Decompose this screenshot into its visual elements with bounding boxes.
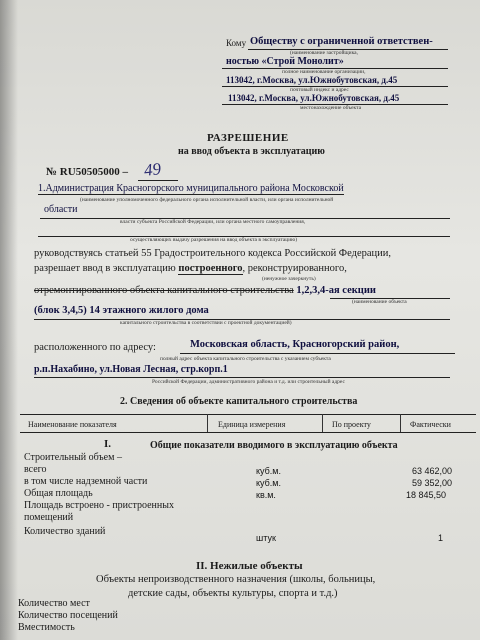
body-line2-built: построенного xyxy=(178,263,243,274)
body-line1: руководствуясь статьей 55 Градостроительного кодекса Российской Федерации, xyxy=(34,248,392,259)
table-header-project: По проекту xyxy=(332,420,371,429)
developer-name-line2: ностью «Строй Монолит» xyxy=(226,56,344,67)
table-header-fact: Фактически xyxy=(410,420,451,429)
table-divider xyxy=(207,414,208,432)
permit-number: № RU50505000 – xyxy=(46,166,128,178)
address-value1: Московская область, Красногорский район, xyxy=(190,339,400,350)
row-label: Количество посещений xyxy=(18,610,118,621)
row-label: Площадь встроено - пристроенных xyxy=(24,500,174,511)
authority-caption1: (наименование уполномоченного федерального органа исполнительной власти, или органа исполнительной xyxy=(80,197,334,203)
body-line2 xyxy=(34,263,347,274)
table-header-name: Наименование показателя xyxy=(28,420,117,429)
body-line3-prefix: отремонтированного объекта капитального строительства xyxy=(34,285,294,296)
row-label: Вместимость xyxy=(18,622,75,633)
caption-location: местонахождение объекта xyxy=(300,105,362,111)
body-line3-value: 1,2,3,4-ая секции xyxy=(296,285,376,296)
row-fact: 59 352,00 xyxy=(412,478,453,488)
section-I-numeral: I. xyxy=(104,438,112,450)
underline xyxy=(180,353,455,354)
section-I-title: Общие показатели вводимого в эксплуатацию объекта xyxy=(150,440,398,451)
address-prefix: расположенного по адресу: xyxy=(34,342,156,353)
address-line1: 113042, г.Москва, ул.Южнобутовская, д.45 xyxy=(226,75,398,85)
underline xyxy=(34,377,450,378)
body-line3 xyxy=(34,285,376,296)
row-unit: куб.м. xyxy=(256,466,281,476)
row-fact: 1 xyxy=(438,533,444,543)
section2-title: 2. Сведения об объекте капитального строительства xyxy=(120,396,358,407)
document-subtitle: на ввод объекта в эксплуатацию xyxy=(178,146,325,157)
row-label: Количество зданий xyxy=(24,526,106,537)
caption-project: капитального строительства в соответствии с проектной документацией) xyxy=(120,320,292,326)
caption-full-address: полный адрес объекта капитального строительства с указанием субъекта xyxy=(160,356,331,362)
developer-caption: (наименование застройщика, xyxy=(290,50,358,56)
caption-federation: Российской Федерации, административного района и т.д. или строительный адрес xyxy=(152,379,345,385)
row-label: Количество мест xyxy=(18,598,90,609)
handwritten-number: 49 xyxy=(143,159,162,180)
address-line2: 113042, г.Москва, ул.Южнобутовская, д.45 xyxy=(228,93,400,103)
developer-name-line1: Обществу с ограниченной ответствен- xyxy=(250,36,433,47)
row-unit: кв.м. xyxy=(256,490,276,500)
row-fact: 18 845,50 xyxy=(406,490,447,500)
table-header-bottom xyxy=(20,432,476,433)
row-fact: 63 462,00 xyxy=(412,466,453,476)
underline xyxy=(138,180,178,181)
body-line2-rest: , реконструированного, xyxy=(242,263,347,274)
caption-object: (наименование объекта xyxy=(352,299,407,305)
row-label: всего xyxy=(24,464,47,475)
document-title: РАЗРЕШЕНИЕ xyxy=(207,132,289,144)
authority-line1: 1.Администрация Красногорского муниципального района Московской xyxy=(38,183,344,194)
table-header-unit: Единица измерения xyxy=(218,420,286,429)
section-II-title: II. Нежилые объекты xyxy=(196,560,303,572)
table-divider xyxy=(400,414,401,432)
row-label: в том числе надземной части xyxy=(24,476,148,487)
row-label: Общая площадь xyxy=(24,488,93,499)
row-label: помещений xyxy=(24,512,74,523)
caption-postal: почтовый индекс и адрес xyxy=(290,87,349,93)
caption-cross-out: (ненужное зачеркнуть) xyxy=(262,276,316,282)
section-II-subtitle2: детские сады, объекты культуры, спорта и т.д.) xyxy=(128,588,338,599)
table-top-border xyxy=(20,414,476,415)
body-line4: (блок 3,4,5) 14 этажного жилого дома xyxy=(34,305,209,316)
section-II-subtitle1: Объекты непроизводственного назначения (школы, больницы, xyxy=(96,574,376,585)
caption-org: полное наименование организации, xyxy=(282,69,366,75)
komu-label: Кому xyxy=(226,38,247,48)
body-line2-prefix: разрешает ввод в эксплуатацию xyxy=(34,263,176,274)
table-divider xyxy=(322,414,323,432)
authority-line2: области xyxy=(44,204,78,215)
authority-caption2: власти субъекта Российской Федерации, или органа местного самоуправления, xyxy=(120,219,306,225)
row-label: Строительный объем – xyxy=(24,452,122,463)
page-shadow xyxy=(0,0,18,640)
row-unit: куб.м. xyxy=(256,478,281,488)
authority-caption3: осуществляющих выдачу разрешения на ввод объекта в эксплуатацию) xyxy=(130,237,298,243)
address-value2: р.п.Нахабино, ул.Новая Лесная, стр.корп.1 xyxy=(34,364,228,375)
row-unit: штук xyxy=(256,533,276,543)
